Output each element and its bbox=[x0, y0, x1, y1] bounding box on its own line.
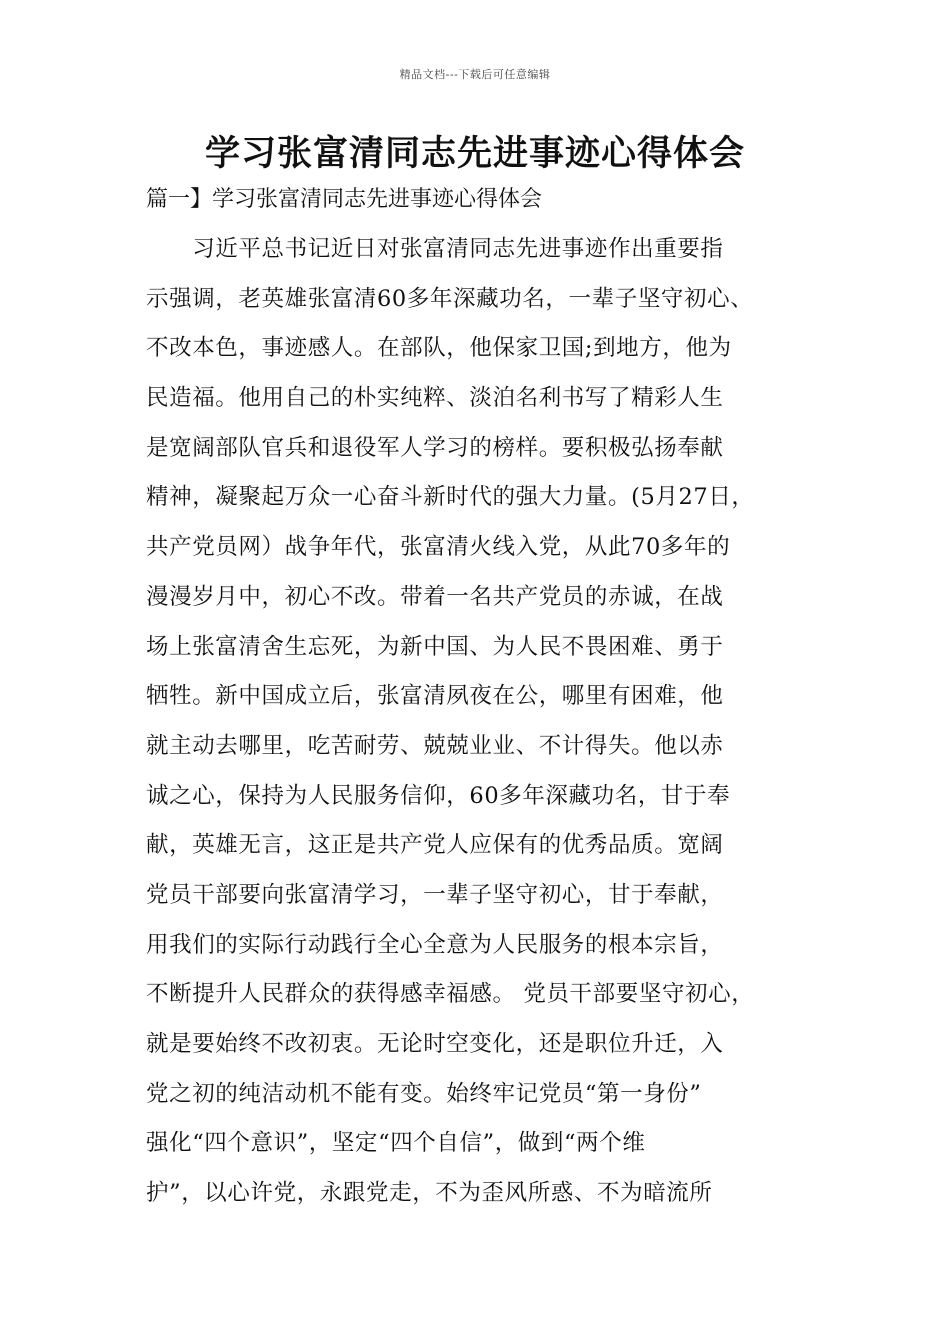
text-line: 就是要始终不改初衷。无论时空变化，还是职位升迁，入 bbox=[146, 1031, 724, 1057]
text-line: 用我们的实际行动践行全心全意为人民服务的根本宗旨， bbox=[146, 931, 724, 958]
text-line: 习近平总书记近日对张富清同志先进事迹作出重要指 bbox=[146, 236, 724, 262]
text-line: 是宽阔部队官兵和退役军人学习的榜样。要积极弘扬奉献 bbox=[146, 434, 724, 461]
text-line: 强化“四个意识”，坚定“四个自信”，做到“两个维 bbox=[146, 1130, 646, 1157]
text-line: 献，英雄无言，这正是共产党人应保有的优秀品质。宽阔 bbox=[146, 832, 724, 859]
text-line: 党之初的纯洁动机不能有变。始终牢记党员“第一身份” bbox=[146, 1080, 702, 1107]
text-line: 护”，以心许党，永跟党走，不为歪风所惑、不为暗流所 bbox=[146, 1180, 713, 1207]
header-note: 精品文档---下载后可任意编辑 bbox=[399, 68, 551, 81]
text-line: 示强调，老英雄张富清60多年深藏功名，一辈子坚守初心、 bbox=[146, 285, 754, 312]
text-line: 不改本色，事迹感人。在部队，他保家卫国;到地方，他为 bbox=[146, 335, 732, 362]
text-line: 党员干部要向张富清学习，一辈子坚守初心，甘于奉献， bbox=[146, 881, 724, 908]
text-line: 就主动去哪里，吃苦耐劳、兢兢业业、不计得失。他以赤 bbox=[146, 732, 724, 759]
text-line: 不断提升人民群众的获得感幸福感。 党员干部要坚守初心， bbox=[146, 981, 755, 1008]
text-line: 场上张富清舍生忘死，为新中国、为人民不畏困难、勇于 bbox=[146, 633, 724, 660]
text-line: 共产党员网）战争年代，张富清火线入党，从此70多年的 bbox=[146, 534, 731, 561]
text-line: 民造福。他用自己的朴实纯粹、淡泊名利书写了精彩人生 bbox=[146, 385, 724, 412]
text-line: 漫漫岁月中，初心不改。带着一名共产党员的赤诚，在战 bbox=[146, 583, 724, 610]
text-line: 牺牲。新中国成立后，张富清夙夜在公，哪里有困难，他 bbox=[146, 683, 724, 710]
text-line: 诚之心，保持为人民服务信仰，60多年深藏功名，甘于奉 bbox=[146, 782, 731, 809]
body-text bbox=[146, 232, 826, 1226]
text-line: 精神，凝聚起万众一心奋斗新时代的强大力量。(5月27日， bbox=[146, 484, 755, 511]
section-heading: 篇一】学习张富清同志先进事迹心得体会 bbox=[146, 187, 543, 212]
document-title: 学习张富清同志先进事迹心得体会 bbox=[204, 134, 745, 174]
